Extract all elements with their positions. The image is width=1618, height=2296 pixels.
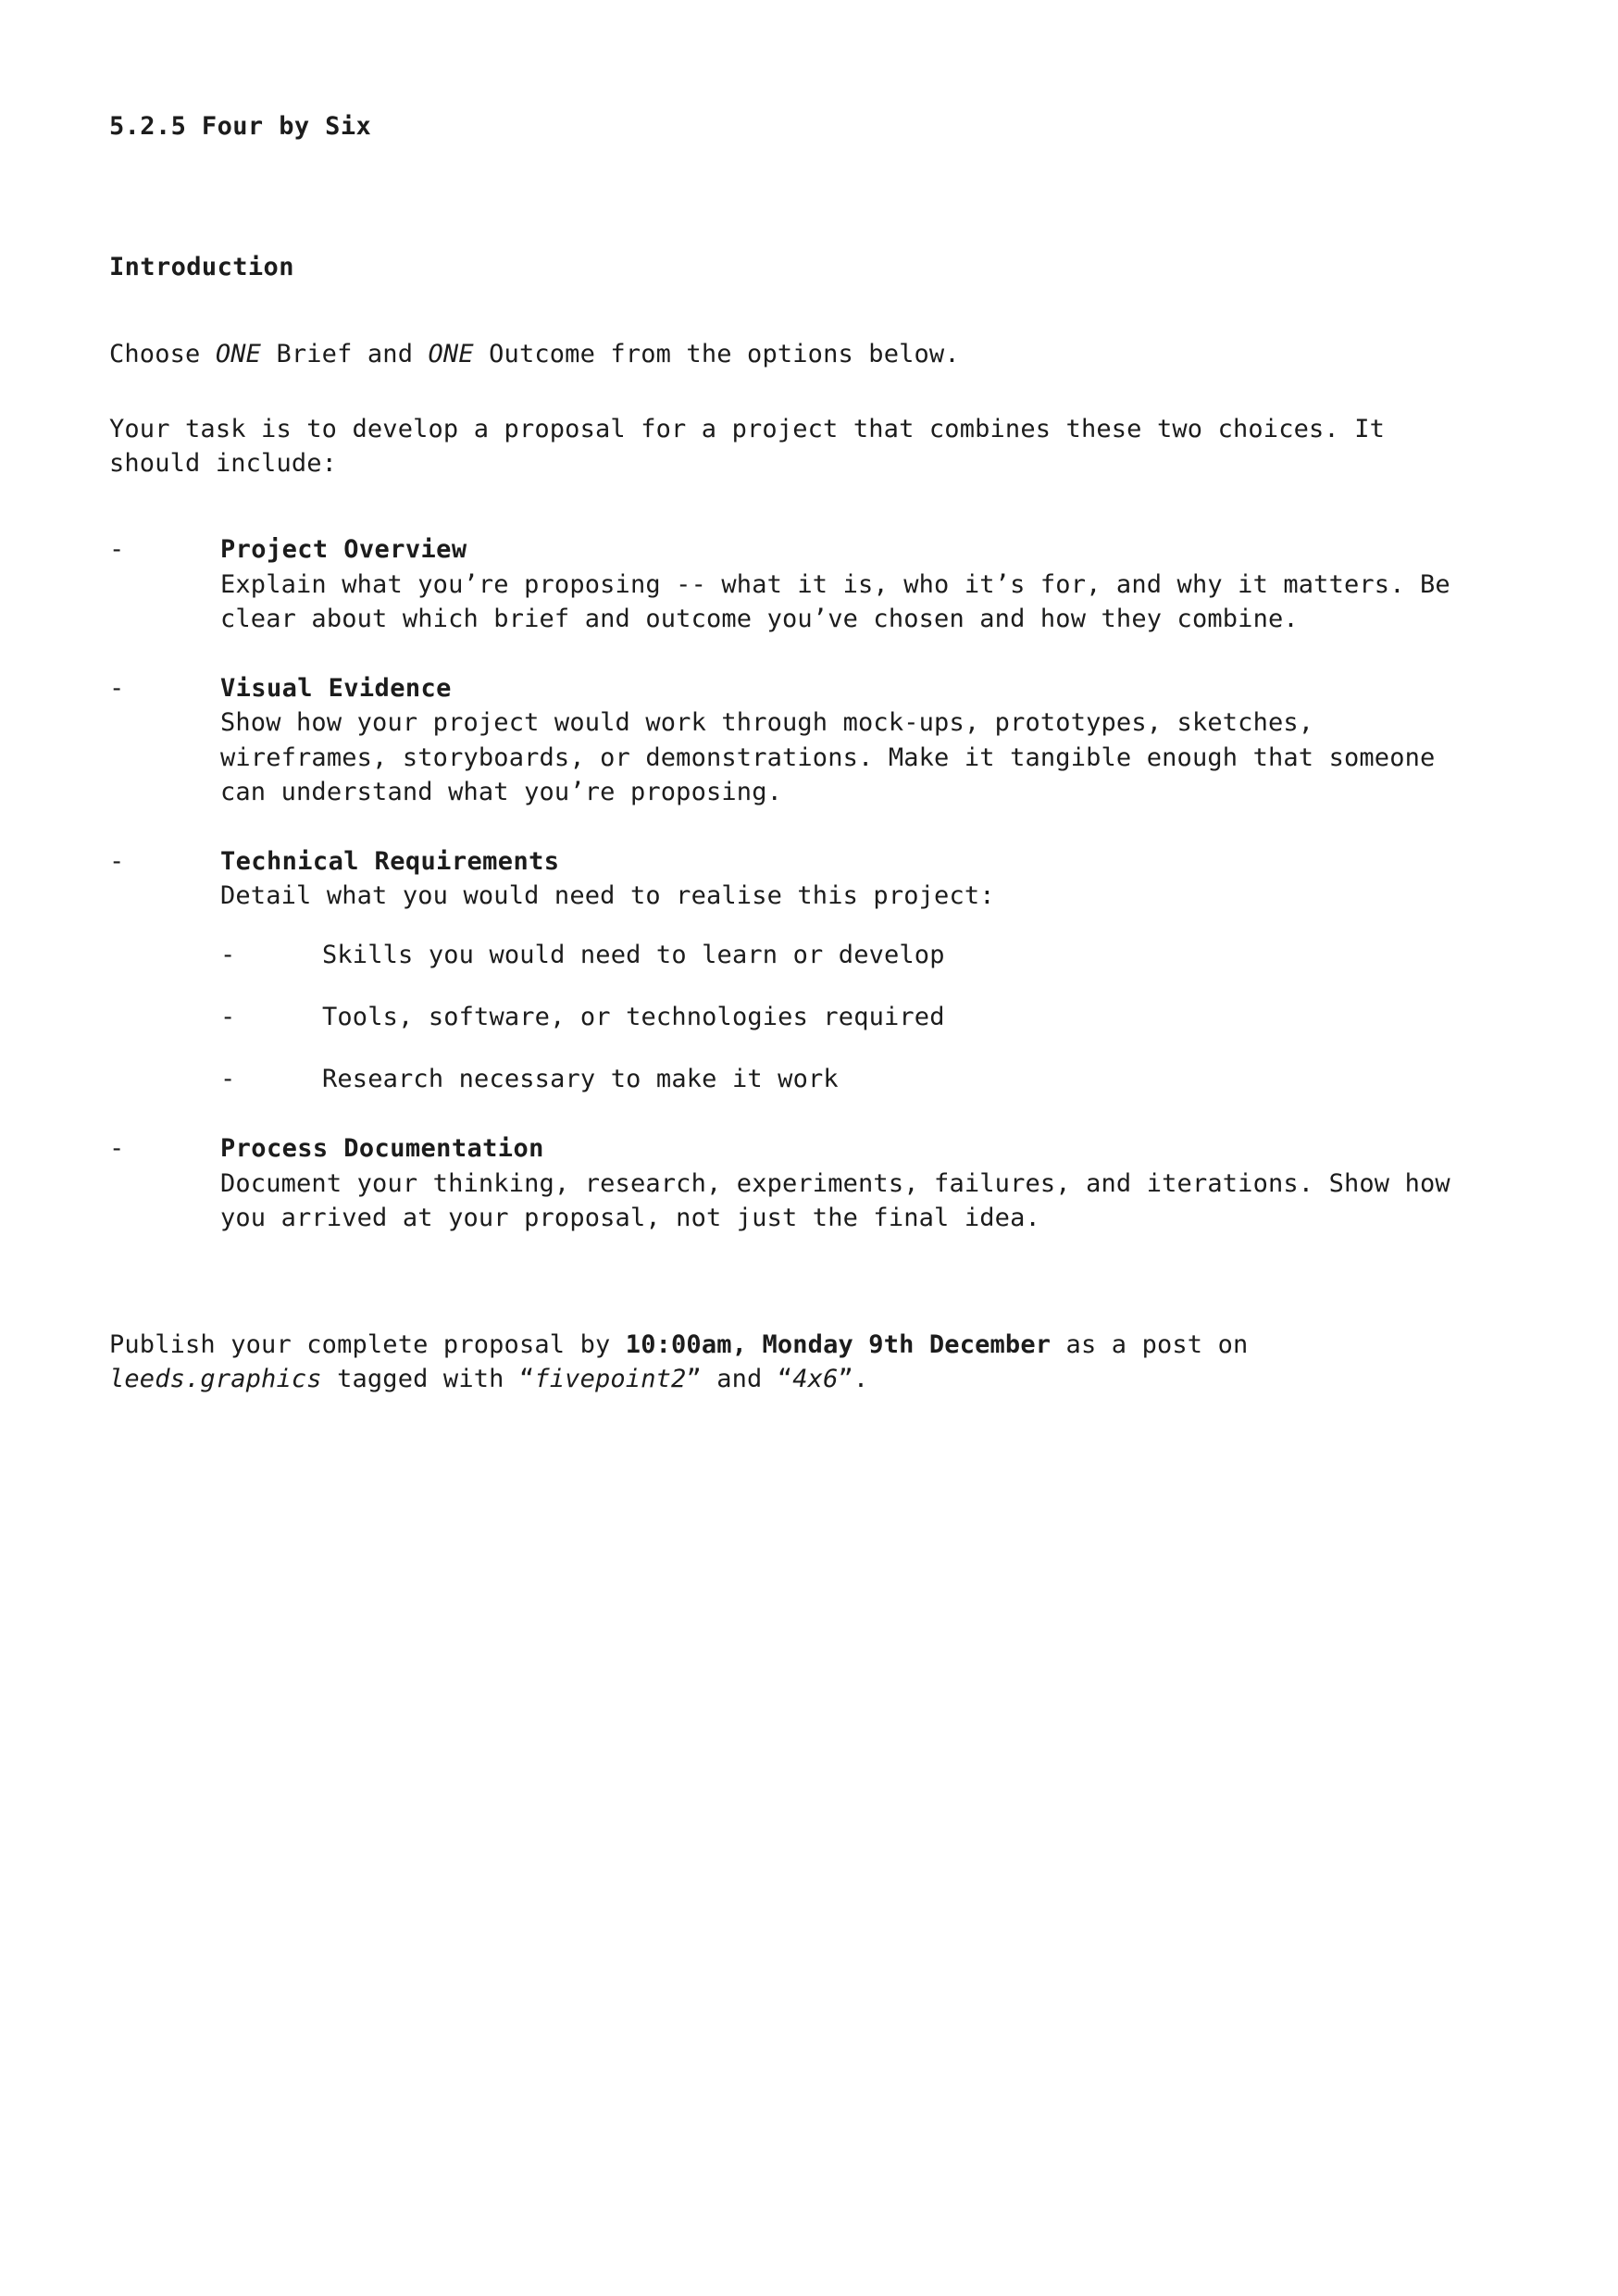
closing-gap bbox=[109, 1235, 1507, 1328]
closing-text-d: ” and “ bbox=[686, 1365, 793, 1394]
closing-text-a: Publish your complete proposal by bbox=[109, 1330, 626, 1360]
requirements-list bbox=[109, 532, 1507, 1235]
emphasis-one-second: ONE bbox=[428, 339, 474, 368]
closing-text-e: ”. bbox=[838, 1365, 869, 1394]
paragraph-gap-1 bbox=[109, 371, 1507, 412]
subbullet-text-skills: Skills you would need to learn or develop bbox=[322, 940, 945, 969]
bullet-marker-icon: - bbox=[220, 940, 236, 969]
intro-text-b: Brief and bbox=[261, 339, 429, 368]
intro-paragraph-2: Your task is to develop a proposal for a project that combines these two choices. It should include: bbox=[109, 414, 1386, 479]
heading-gap bbox=[109, 285, 1507, 337]
deadline-text: 10:00am, Monday 9th December bbox=[625, 1330, 1052, 1360]
bullet-marker-icon: - bbox=[109, 847, 125, 877]
closing-text-c: tagged with “ bbox=[321, 1365, 535, 1394]
technical-requirements-sublist bbox=[220, 938, 1507, 1097]
bullet-marker-icon: - bbox=[109, 535, 125, 565]
section-heading-introduction: Introduction bbox=[109, 252, 294, 281]
closing-text-b: as a post on bbox=[1051, 1330, 1249, 1360]
list-item bbox=[109, 844, 1507, 1096]
tag-fivepoint2: fivepoint2 bbox=[534, 1365, 687, 1394]
closing-paragraph bbox=[109, 1328, 1340, 1397]
bullet-marker-icon: - bbox=[109, 674, 125, 704]
list-item bbox=[109, 1131, 1507, 1235]
bullet-marker-icon: - bbox=[220, 1065, 236, 1094]
subbullet-text-research: Research necessary to make it work bbox=[322, 1065, 839, 1094]
title-spacer bbox=[109, 144, 1507, 250]
intro-text-c: Outcome from the options below. bbox=[473, 339, 960, 368]
emphasis-one-first: ONE bbox=[215, 339, 262, 368]
page-title: 5.2.5 Four by Six bbox=[109, 112, 372, 141]
bullet-body-visual-evidence: Show how your project would work through mock-ups, prototypes, sketches, wireframes, storyboards, or demonstrations. Make it tangible enough that someone can understand what you’re proposing. bbox=[220, 708, 1436, 806]
list-item bbox=[109, 532, 1507, 636]
subbullet-text-tools: Tools, software, or technologies required bbox=[322, 1002, 945, 1031]
list-item bbox=[220, 1062, 1507, 1096]
paragraph-gap-2 bbox=[109, 480, 1507, 532]
bullet-marker-icon: - bbox=[109, 1134, 125, 1164]
bullet-body-technical-requirements: Detail what you would need to realise this project: bbox=[220, 881, 995, 911]
list-item bbox=[220, 1000, 1507, 1034]
bullet-marker-icon: - bbox=[220, 1002, 236, 1031]
list-item bbox=[109, 671, 1507, 809]
intro-paragraph-1 bbox=[109, 337, 1479, 371]
tag-4x6: 4x6 bbox=[792, 1365, 839, 1394]
intro-text-a: Choose bbox=[109, 339, 216, 368]
list-item bbox=[220, 938, 1507, 972]
bullet-title-process-documentation: Process Documentation bbox=[220, 1134, 544, 1164]
bullet-title-project-overview: Project Overview bbox=[220, 535, 467, 565]
bullet-title-visual-evidence: Visual Evidence bbox=[220, 674, 452, 704]
platform-name: leeds.graphics bbox=[109, 1365, 322, 1394]
bullet-body-process-documentation: Document your thinking, research, experiments, failures, and iterations. Show how you arrived at your proposal, not just the final idea. bbox=[220, 1168, 1450, 1232]
bullet-body-project-overview: Explain what you’re proposing -- what it is, who it’s for, and why it matters. Be clear about which brief and outcome you’ve chosen and how they combine. bbox=[220, 569, 1450, 633]
bullet-title-technical-requirements: Technical Requirements bbox=[220, 847, 560, 877]
